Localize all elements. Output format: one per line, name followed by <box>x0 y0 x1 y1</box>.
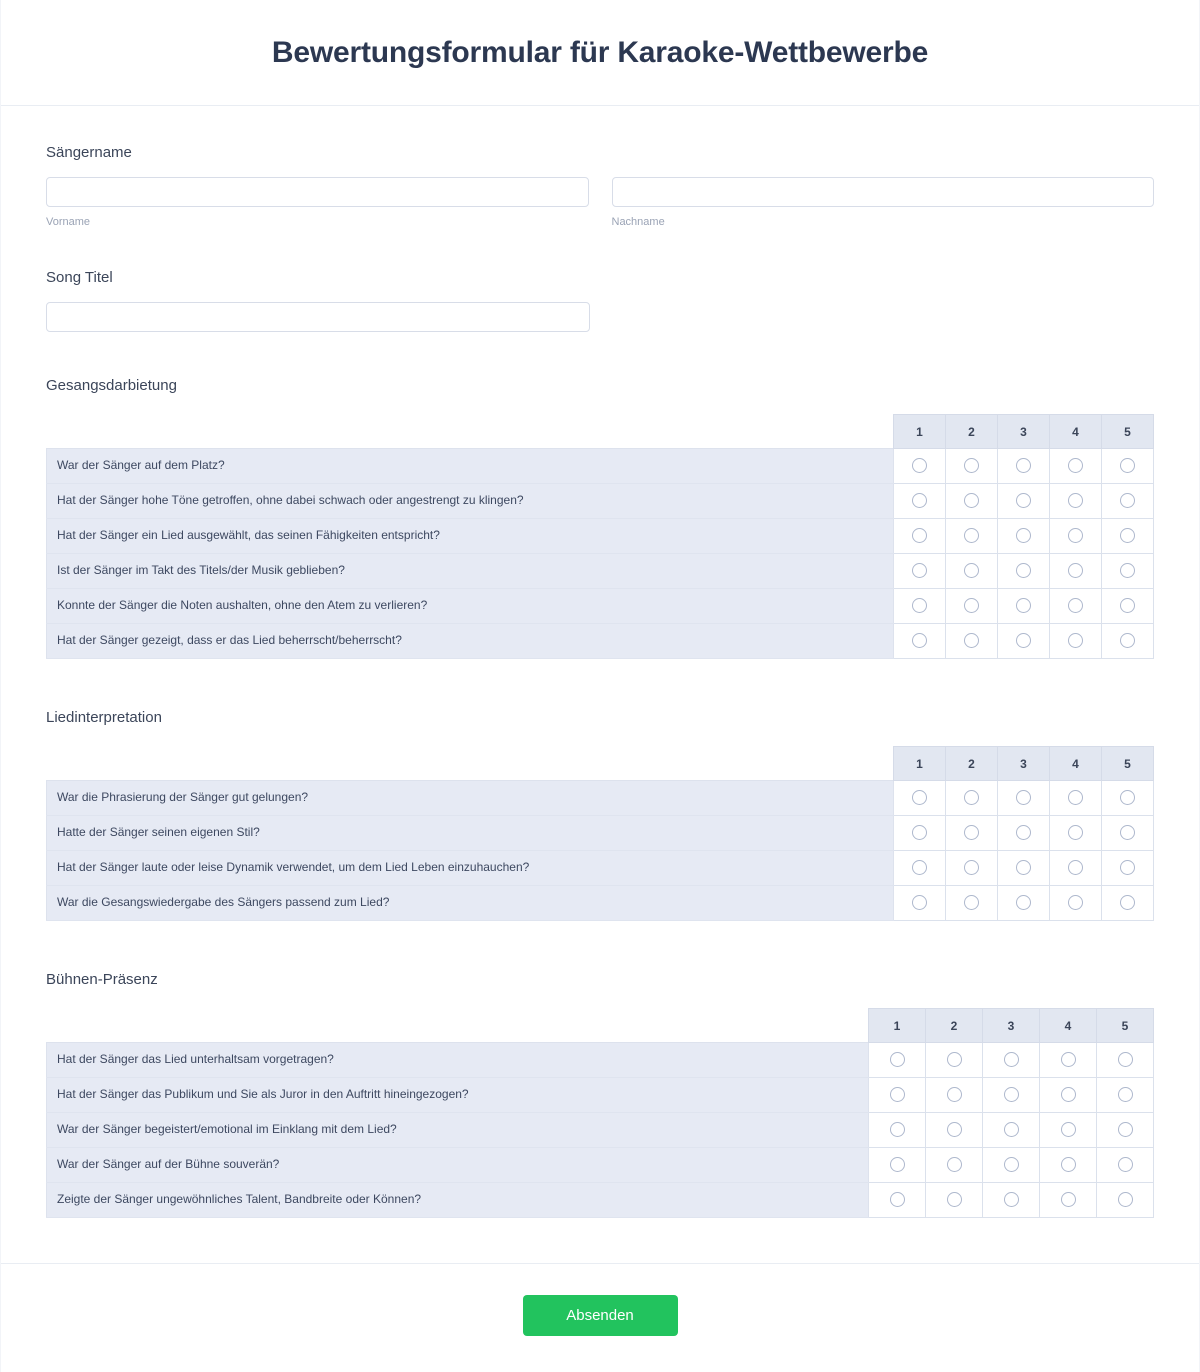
scale-header-3: 3 <box>998 415 1050 449</box>
matrix-row <box>47 851 1154 886</box>
rating-cell-4[interactable] <box>1050 886 1102 921</box>
rating-cell-5[interactable] <box>1102 816 1154 851</box>
scale-header-2: 2 <box>946 415 998 449</box>
rating-cell-3[interactable] <box>983 1148 1040 1183</box>
rating-cell-2[interactable] <box>926 1043 983 1078</box>
radio-icon[interactable] <box>1120 563 1135 578</box>
matrix-section <box>46 377 1154 659</box>
rating-cell-4[interactable] <box>1040 1148 1097 1183</box>
radio-icon[interactable] <box>1120 528 1135 543</box>
rating-cell-5[interactable] <box>1102 886 1154 921</box>
form-footer <box>1 1263 1199 1372</box>
form-body <box>1 106 1199 1218</box>
rating-cell-2[interactable] <box>946 449 998 484</box>
matrix-header-row <box>47 415 1154 449</box>
last-name-input[interactable] <box>612 177 1155 207</box>
rating-cell-3[interactable] <box>998 886 1050 921</box>
scale-header-4: 4 <box>1050 415 1102 449</box>
rating-cell-1[interactable] <box>869 1043 926 1078</box>
radio-icon[interactable] <box>1120 493 1135 508</box>
rating-cell-4[interactable] <box>1050 781 1102 816</box>
radio-icon[interactable] <box>912 633 927 648</box>
radio-icon[interactable] <box>890 1052 905 1067</box>
last-name-column <box>612 177 1155 229</box>
radio-icon[interactable] <box>912 895 927 910</box>
radio-icon[interactable] <box>1068 895 1083 910</box>
rating-cell-3[interactable] <box>998 554 1050 589</box>
singer-name-label: Sängername <box>46 144 132 161</box>
rating-cell-5[interactable] <box>1102 624 1154 659</box>
rating-cell-4[interactable] <box>1040 1113 1097 1148</box>
song-title-input[interactable] <box>46 302 590 332</box>
matrix-section <box>46 709 1154 921</box>
matrix-question-label: Hat der Sänger ein Lied ausgewählt, das seinen Fähigkeiten entspricht? <box>47 519 894 554</box>
scale-header-1: 1 <box>894 747 946 781</box>
rating-cell-2[interactable] <box>946 484 998 519</box>
matrix-row <box>47 1043 1154 1078</box>
rating-cell-2[interactable] <box>946 589 998 624</box>
radio-icon[interactable] <box>912 493 927 508</box>
submit-button[interactable]: Absenden <box>523 1295 678 1336</box>
singer-name-field-group <box>46 144 1154 229</box>
matrix-question-label: War der Sänger auf der Bühne souverän? <box>47 1148 869 1183</box>
radio-icon[interactable] <box>947 1157 962 1172</box>
matrix-question-label: War der Sänger auf dem Platz? <box>47 449 894 484</box>
matrix-question-label: Hat der Sänger das Lied unterhaltsam vorgetragen? <box>47 1043 869 1078</box>
radio-icon[interactable] <box>1016 528 1031 543</box>
rating-cell-1[interactable] <box>894 554 946 589</box>
radio-icon[interactable] <box>1118 1157 1133 1172</box>
rating-cell-2[interactable] <box>946 554 998 589</box>
rating-cell-5[interactable] <box>1102 851 1154 886</box>
radio-icon[interactable] <box>1016 598 1031 613</box>
radio-icon[interactable] <box>1061 1122 1076 1137</box>
name-row <box>46 177 1154 229</box>
radio-icon[interactable] <box>1016 790 1031 805</box>
rating-cell-1[interactable] <box>869 1148 926 1183</box>
radio-icon[interactable] <box>1120 633 1135 648</box>
rating-cell-5[interactable] <box>1102 554 1154 589</box>
matrix-question-label: Hat der Sänger gezeigt, dass er das Lied beherrscht/beherrscht? <box>47 624 894 659</box>
matrix-question-label: Hat der Sänger das Publikum und Sie als Juror in den Auftritt hineingezogen? <box>47 1078 869 1113</box>
radio-icon[interactable] <box>1016 458 1031 473</box>
matrix-row <box>47 449 1154 484</box>
rating-cell-2[interactable] <box>926 1078 983 1113</box>
rating-cell-3[interactable] <box>998 816 1050 851</box>
rating-cell-5[interactable] <box>1097 1078 1154 1113</box>
matrix-row <box>47 1078 1154 1113</box>
first-name-column <box>46 177 589 229</box>
scale-header-1: 1 <box>869 1009 926 1043</box>
radio-icon[interactable] <box>1068 528 1083 543</box>
radio-icon[interactable] <box>1068 860 1083 875</box>
radio-icon[interactable] <box>1016 860 1031 875</box>
scale-header-2: 2 <box>946 747 998 781</box>
matrix-header-row <box>47 747 1154 781</box>
radio-icon[interactable] <box>964 528 979 543</box>
radio-icon[interactable] <box>1120 790 1135 805</box>
rating-cell-2[interactable] <box>926 1183 983 1218</box>
matrix-section-label: Bühnen-Präsenz <box>46 971 158 989</box>
rating-cell-5[interactable] <box>1102 589 1154 624</box>
scale-header-4: 4 <box>1050 747 1102 781</box>
radio-icon[interactable] <box>964 493 979 508</box>
song-title-input-wrap <box>46 302 590 332</box>
rating-cell-4[interactable] <box>1040 1078 1097 1113</box>
rating-cell-4[interactable] <box>1050 851 1102 886</box>
radio-icon[interactable] <box>1118 1052 1133 1067</box>
song-title-label: Song Titel <box>46 269 113 287</box>
rating-cell-3[interactable] <box>998 449 1050 484</box>
radio-icon[interactable] <box>912 825 927 840</box>
matrix-row <box>47 554 1154 589</box>
rating-cell-4[interactable] <box>1040 1183 1097 1218</box>
radio-icon[interactable] <box>1016 563 1031 578</box>
matrix-question-header <box>47 415 894 449</box>
rating-cell-5[interactable] <box>1097 1183 1154 1218</box>
rating-cell-2[interactable] <box>926 1148 983 1183</box>
matrix-row <box>47 886 1154 921</box>
rating-cell-1[interactable] <box>869 1113 926 1148</box>
song-title-field-group <box>46 269 1154 332</box>
radio-icon[interactable] <box>1068 563 1083 578</box>
matrix-row <box>47 1113 1154 1148</box>
radio-icon[interactable] <box>1004 1157 1019 1172</box>
matrix-question-header <box>47 747 894 781</box>
radio-icon[interactable] <box>1068 790 1083 805</box>
radio-icon[interactable] <box>1068 493 1083 508</box>
matrix-question-label: Hat der Sänger hohe Töne getroffen, ohne dabei schwach oder angestrengt zu klingen? <box>47 484 894 519</box>
rating-cell-2[interactable] <box>946 886 998 921</box>
rating-cell-4[interactable] <box>1050 624 1102 659</box>
matrix-row <box>47 519 1154 554</box>
rating-cell-1[interactable] <box>894 886 946 921</box>
matrix-question-label: War der Sänger begeistert/emotional im Einklang mit dem Lied? <box>47 1113 869 1148</box>
rating-cell-3[interactable] <box>983 1078 1040 1113</box>
rating-cell-3[interactable] <box>998 519 1050 554</box>
radio-icon[interactable] <box>964 598 979 613</box>
matrix-row <box>47 484 1154 519</box>
first-name-sub-label: Vorname <box>46 216 91 228</box>
matrix-row <box>47 781 1154 816</box>
radio-icon[interactable] <box>890 1192 905 1207</box>
matrix-header-row <box>47 1009 1154 1043</box>
matrix-question-label: Zeigte der Sänger ungewöhnliches Talent, Bandbreite oder Können? <box>47 1183 869 1218</box>
rating-cell-4[interactable] <box>1050 554 1102 589</box>
matrix-question-header <box>47 1009 869 1043</box>
matrix-question-label: Konnte der Sänger die Noten aushalten, ohne den Atem zu verlieren? <box>47 589 894 624</box>
matrix-question-label: Ist der Sänger im Takt des Titels/der Musik geblieben? <box>47 554 894 589</box>
radio-icon[interactable] <box>1061 1087 1076 1102</box>
rating-cell-1[interactable] <box>894 816 946 851</box>
rating-cell-1[interactable] <box>894 484 946 519</box>
rating-cell-2[interactable] <box>946 624 998 659</box>
scale-header-4: 4 <box>1040 1009 1097 1043</box>
rating-matrix <box>46 414 1154 659</box>
radio-icon[interactable] <box>912 790 927 805</box>
rating-cell-3[interactable] <box>998 851 1050 886</box>
radio-icon[interactable] <box>1120 825 1135 840</box>
radio-icon[interactable] <box>947 1122 962 1137</box>
rating-matrix <box>46 1008 1154 1218</box>
page-title: Bewertungsformular für Karaoke-Wettbewerbe <box>271 35 929 69</box>
rating-cell-4[interactable] <box>1050 484 1102 519</box>
last-name-sub-label: Nachname <box>611 216 665 228</box>
rating-cell-5[interactable] <box>1102 484 1154 519</box>
scale-header-3: 3 <box>983 1009 1040 1043</box>
radio-icon[interactable] <box>1004 1122 1019 1137</box>
radio-icon[interactable] <box>1004 1087 1019 1102</box>
rating-cell-3[interactable] <box>983 1043 1040 1078</box>
radio-icon[interactable] <box>947 1192 962 1207</box>
rating-cell-5[interactable] <box>1102 519 1154 554</box>
matrix-question-label: Hatte der Sänger seinen eigenen Stil? <box>47 816 894 851</box>
rating-cell-1[interactable] <box>894 449 946 484</box>
rating-cell-2[interactable] <box>946 851 998 886</box>
matrix-question-label: War die Phrasierung der Sänger gut gelungen? <box>47 781 894 816</box>
radio-icon[interactable] <box>1016 895 1031 910</box>
radio-icon[interactable] <box>1118 1192 1133 1207</box>
matrix-section-label: Liedinterpretation <box>46 709 162 727</box>
radio-icon[interactable] <box>1016 633 1031 648</box>
rating-cell-1[interactable] <box>869 1183 926 1218</box>
matrix-row <box>47 589 1154 624</box>
scale-header-5: 5 <box>1102 415 1154 449</box>
matrix-row <box>47 816 1154 851</box>
radio-icon[interactable] <box>1004 1052 1019 1067</box>
radio-icon[interactable] <box>912 598 927 613</box>
radio-icon[interactable] <box>947 1052 962 1067</box>
rating-cell-3[interactable] <box>983 1113 1040 1148</box>
radio-icon[interactable] <box>912 458 927 473</box>
radio-icon[interactable] <box>1118 1122 1133 1137</box>
rating-cell-1[interactable] <box>894 781 946 816</box>
radio-icon[interactable] <box>1118 1087 1133 1102</box>
radio-icon[interactable] <box>1120 598 1135 613</box>
radio-icon[interactable] <box>1061 1157 1076 1172</box>
rating-cell-3[interactable] <box>998 781 1050 816</box>
radio-icon[interactable] <box>1068 633 1083 648</box>
radio-icon[interactable] <box>1016 493 1031 508</box>
rating-cell-4[interactable] <box>1050 449 1102 484</box>
radio-icon[interactable] <box>1004 1192 1019 1207</box>
scale-header-2: 2 <box>926 1009 983 1043</box>
rating-cell-1[interactable] <box>894 589 946 624</box>
rating-cell-4[interactable] <box>1050 589 1102 624</box>
rating-cell-1[interactable] <box>894 851 946 886</box>
rating-matrix <box>46 746 1154 921</box>
matrix-question-label: War die Gesangswiedergabe des Sängers passend zum Lied? <box>47 886 894 921</box>
scale-header-5: 5 <box>1102 747 1154 781</box>
matrix-row <box>47 1183 1154 1218</box>
radio-icon[interactable] <box>1061 1192 1076 1207</box>
rating-cell-2[interactable] <box>946 816 998 851</box>
rating-cell-5[interactable] <box>1102 449 1154 484</box>
radio-icon[interactable] <box>964 790 979 805</box>
matrix-section <box>46 971 1154 1218</box>
radio-icon[interactable] <box>1061 1052 1076 1067</box>
rating-cell-4[interactable] <box>1050 519 1102 554</box>
radio-icon[interactable] <box>1120 458 1135 473</box>
rating-cell-3[interactable] <box>998 624 1050 659</box>
rating-cell-1[interactable] <box>894 624 946 659</box>
radio-icon[interactable] <box>912 563 927 578</box>
scale-header-1: 1 <box>894 415 946 449</box>
radio-icon[interactable] <box>912 528 927 543</box>
radio-icon[interactable] <box>1068 825 1083 840</box>
matrix-row <box>47 624 1154 659</box>
rating-cell-1[interactable] <box>869 1078 926 1113</box>
rating-cell-3[interactable] <box>983 1183 1040 1218</box>
rating-cell-5[interactable] <box>1097 1043 1154 1078</box>
radio-icon[interactable] <box>1016 825 1031 840</box>
first-name-input[interactable] <box>46 177 589 207</box>
radio-icon[interactable] <box>1068 458 1083 473</box>
radio-icon[interactable] <box>912 860 927 875</box>
radio-icon[interactable] <box>890 1157 905 1172</box>
radio-icon[interactable] <box>964 458 979 473</box>
rating-cell-3[interactable] <box>998 484 1050 519</box>
radio-icon[interactable] <box>964 895 979 910</box>
matrix-sections <box>46 377 1154 1218</box>
rating-cell-3[interactable] <box>998 589 1050 624</box>
radio-icon[interactable] <box>890 1122 905 1137</box>
rating-cell-5[interactable] <box>1102 781 1154 816</box>
rating-cell-5[interactable] <box>1097 1113 1154 1148</box>
form-header <box>1 0 1199 106</box>
rating-cell-4[interactable] <box>1040 1043 1097 1078</box>
rating-cell-2[interactable] <box>946 781 998 816</box>
rating-cell-2[interactable] <box>926 1113 983 1148</box>
scale-header-3: 3 <box>998 747 1050 781</box>
radio-icon[interactable] <box>1120 860 1135 875</box>
radio-icon[interactable] <box>890 1087 905 1102</box>
matrix-row <box>47 1148 1154 1183</box>
matrix-section-label: Gesangsdarbietung <box>46 377 177 395</box>
rating-cell-1[interactable] <box>894 519 946 554</box>
radio-icon[interactable] <box>947 1087 962 1102</box>
rating-cell-2[interactable] <box>946 519 998 554</box>
radio-icon[interactable] <box>964 825 979 840</box>
rating-cell-4[interactable] <box>1050 816 1102 851</box>
matrix-question-label: Hat der Sänger laute oder leise Dynamik verwendet, um dem Lied Leben einzuhauchen? <box>47 851 894 886</box>
scale-header-5: 5 <box>1097 1009 1154 1043</box>
radio-icon[interactable] <box>1120 895 1135 910</box>
rating-cell-5[interactable] <box>1097 1148 1154 1183</box>
radio-icon[interactable] <box>964 563 979 578</box>
radio-icon[interactable] <box>964 860 979 875</box>
radio-icon[interactable] <box>1068 598 1083 613</box>
radio-icon[interactable] <box>964 633 979 648</box>
